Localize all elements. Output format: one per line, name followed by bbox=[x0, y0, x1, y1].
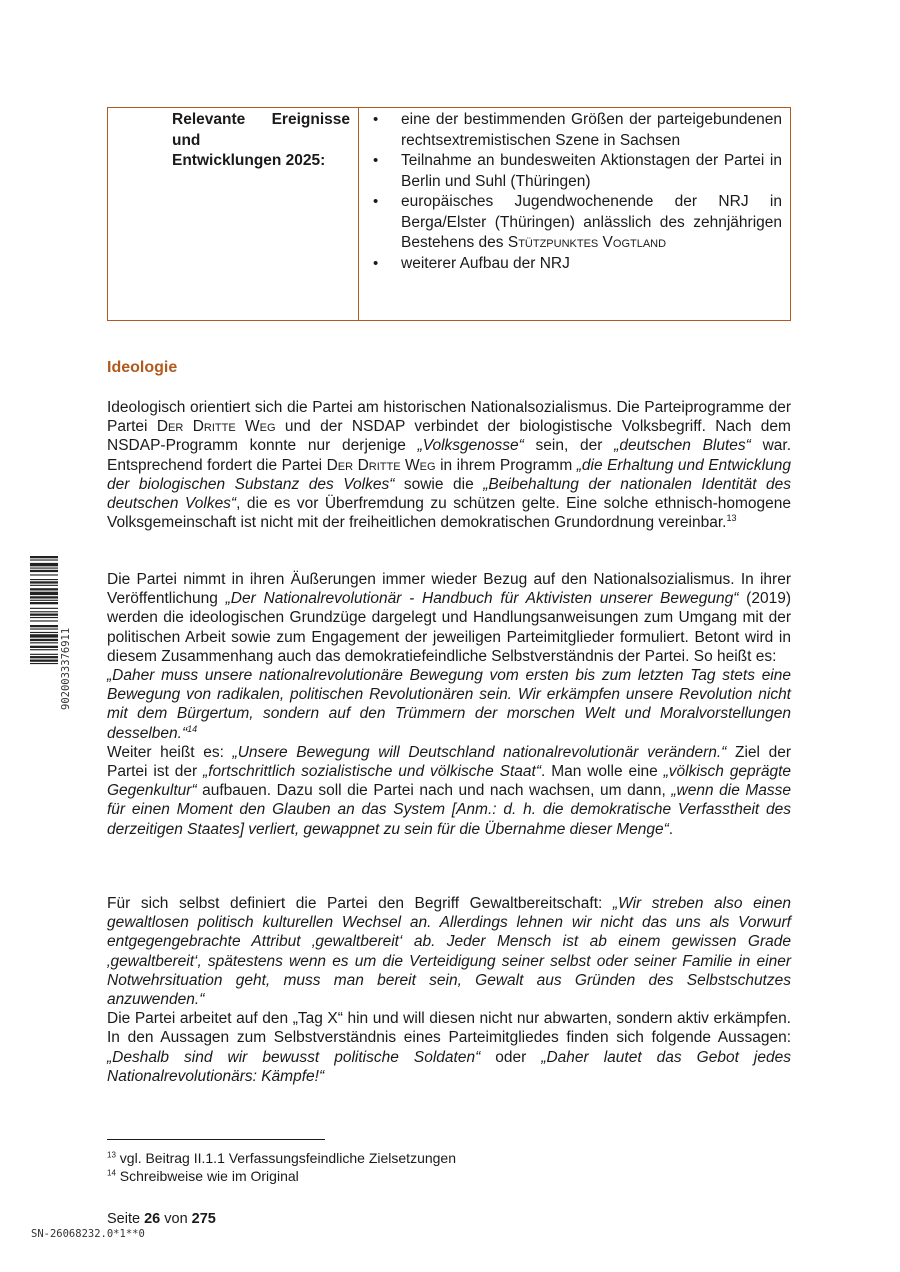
barcode-bar bbox=[30, 570, 58, 572]
barcode-bar bbox=[30, 574, 58, 575]
text-run: sein, der bbox=[523, 437, 615, 455]
list-item: • weiterer Aufbau der NRJ bbox=[373, 254, 782, 275]
text-run: . bbox=[668, 820, 674, 838]
barcode-bar bbox=[30, 642, 58, 643]
list-item bbox=[373, 192, 782, 254]
quote: „deutschen Blutes“ bbox=[614, 437, 751, 455]
barcode-bar bbox=[30, 568, 58, 569]
paragraph-text bbox=[107, 743, 791, 839]
quote: „Unsere Bewegung will Deutschland nationalrevolutionär verändern.“ bbox=[232, 743, 727, 761]
barcode-bar bbox=[30, 585, 58, 586]
list-item: • eine der bestimmenden Größen der parteigebundenen rechtsextremistischen Szene in Sachsen bbox=[373, 110, 782, 151]
footnote-divider bbox=[107, 1139, 325, 1140]
footnote-13 bbox=[107, 1149, 456, 1167]
table-label-line2: und bbox=[172, 131, 201, 149]
text-run: war. Entsprechend fordert die Partei bbox=[107, 437, 792, 474]
text-run: Die Partei nimmt in ihren Äußerungen immer wieder Bezug auf den Nationalsozialismus. In ihrer Veröffentlichung bbox=[107, 571, 791, 608]
paragraph-handbook bbox=[107, 570, 791, 839]
list-item: • Teilnahme an bundesweiten Aktionstagen der Partei in Berlin und Suhl (Thüringen) bbox=[373, 151, 782, 192]
quote: „Daher muss unsere nationalrevolutionäre Bewegung vom ersten bis zum letzten Tag stets eine Bewegung von radikalen, politischen Revolutionären sein. Wir erkämpfen unsere Revolution nicht mit dem Bürgertum, sondern auf den Trümmern der morschen Welt und Moralvorstellungen desselben.“ bbox=[107, 667, 791, 742]
quote: „Beibehaltung der nationalen Identität des deutschen Volkes“ bbox=[107, 475, 792, 513]
barcode-bar bbox=[30, 592, 58, 595]
table-items-cell bbox=[359, 108, 790, 320]
events-list bbox=[373, 110, 782, 274]
footnote-number: 14 bbox=[107, 1168, 116, 1178]
barcode-bar bbox=[30, 614, 58, 616]
text-run: . Man wolle eine bbox=[541, 763, 664, 781]
barcode-bar bbox=[30, 617, 58, 618]
barcode-bar bbox=[30, 563, 58, 566]
party-name: Der Dritte Weg bbox=[326, 456, 436, 474]
barcode-bar bbox=[30, 611, 58, 612]
paragraph-text bbox=[107, 570, 791, 666]
document-id: SN-26068232.0*1**0 bbox=[31, 1228, 145, 1240]
text-run: Für sich selbst definiert die Partei den Begriff Gewaltbereitschaft: bbox=[107, 895, 613, 912]
table-label-line1: Relevante Ereignisse bbox=[172, 111, 350, 128]
barcode-bar bbox=[30, 628, 58, 629]
barcode-bar bbox=[30, 649, 58, 650]
party-name: Der Dritte Weg bbox=[156, 418, 276, 436]
barcode-bar bbox=[30, 620, 58, 621]
page-number bbox=[107, 1211, 216, 1227]
barcode-bar bbox=[30, 639, 58, 641]
quote: „Wir streben also einen gewaltlosen politisch kulturellen Wechsel an. Allerdings lehnen wir nicht das uns als Vorwurf entgegengebrachte Attribut ‚gewaltbereit‘ ab. Jeder Mensch ist ab einem gewissen Grade ‚gewaltbereit‘, spätestens wenn es um die Verteidigung seiner selbst oder seiner Familie in einer Notwehrsituation geht, muss man bereit sein, Gewalt aus Gründen des Selbstschutzes anzuwenden.“ bbox=[107, 895, 791, 1009]
barcode-bar bbox=[30, 656, 58, 658]
barcode-bar bbox=[30, 663, 58, 664]
barcode-bar bbox=[30, 602, 58, 604]
text-run: sowie die bbox=[394, 475, 484, 493]
footnote-text: vgl. Beitrag II.1.1 Verfassungsfeindliche Zielsetzungen bbox=[115, 1150, 456, 1166]
quote: „die Erhaltung und Entwicklung der biologischen Substanz des Volkes“ bbox=[107, 456, 791, 493]
text-run: in ihrem Programm bbox=[435, 456, 577, 474]
paragraph-text bbox=[107, 1009, 791, 1086]
total-pages: 275 bbox=[191, 1211, 216, 1227]
barcode-bar bbox=[30, 634, 58, 637]
page-mid: von bbox=[160, 1211, 192, 1227]
barcode-bars bbox=[30, 556, 58, 664]
text-run: und der NSDAP verbindet der biologistische Volksbegriff. Nach dem NSDAP-Programm konnte nur derjenige bbox=[107, 418, 791, 455]
text-run: , die es vor Überfremdung zu schützen gelte. Eine solche ethnisch-homogene Volksgemeinschaft ist nicht mit der freiheitlichen demokratischen Grundordnung vereinbar. bbox=[107, 495, 791, 532]
footnote-14 bbox=[107, 1167, 456, 1185]
page-prefix: Seite bbox=[107, 1211, 145, 1227]
text-run: Weiter heißt es: bbox=[107, 743, 233, 761]
section-heading: Ideologie bbox=[107, 359, 178, 376]
barcode-bar bbox=[30, 556, 58, 558]
barcode-bar bbox=[30, 579, 58, 580]
events-table bbox=[107, 107, 791, 321]
footnotes bbox=[107, 1149, 456, 1185]
table-label-cell bbox=[108, 108, 359, 320]
barcode-bar bbox=[30, 596, 58, 598]
footnote-text: Schreibweise wie im Original bbox=[115, 1168, 299, 1184]
barcode-bar bbox=[30, 646, 58, 648]
block-quote bbox=[107, 666, 791, 743]
footnote-ref[interactable]: 13 bbox=[726, 513, 737, 524]
footnote-ref[interactable]: 14 bbox=[187, 723, 198, 734]
list-item-smallcaps: Stützpunktes Vogtland bbox=[507, 234, 667, 251]
paragraph-text bbox=[107, 894, 791, 1009]
barcode-bar bbox=[30, 559, 58, 560]
barcode-bar bbox=[30, 581, 58, 583]
quote: „Der Nationalrevolutionär - Handbuch für Aktivisten unserer Bewegung“ bbox=[225, 590, 739, 608]
text-run: Ziel der Partei ist der bbox=[107, 743, 791, 781]
text-run: Ideologisch orientiert sich die Partei am historischen Nationalsozialismus. Die Parteiprogramme der Partei bbox=[107, 399, 791, 436]
text-run: oder bbox=[480, 1048, 542, 1066]
barcode-bar bbox=[30, 588, 58, 590]
quote: „Deshalb sind wir bewusst politische Soldaten“ bbox=[107, 1048, 481, 1066]
barcode-bar bbox=[30, 654, 58, 655]
footnote-number: 13 bbox=[107, 1150, 116, 1160]
quote: „Daher lautet das Gebot jedes Nationalrevolutionärs: Kämpfe!“ bbox=[107, 1048, 791, 1085]
barcode-bar bbox=[30, 625, 58, 627]
table-label-line3: Entwicklungen 2025: bbox=[172, 152, 326, 169]
text-run: (2019) werden die ideologischen Grundzüge dargelegt und Handlungsanweisungen zum Umgang mit der politischen Arbeit sowie zum Engagement der jeweiligen Parteimitglieder formuliert. Betont wird in diesem Zusammenhang auch das demokratiefeindliche Selbstverständnis der Partei. So heißt es: bbox=[107, 590, 791, 665]
paragraph-text bbox=[107, 398, 791, 532]
current-page: 26 bbox=[144, 1211, 161, 1227]
quote: „wenn die Masse für einen Moment den Glauben an das System [Anm.: d. h. die demokratische Verfasstheit des derzeitigen Staates] verliert, gewappnet zu sein für die Übernahme dieser Menge“ bbox=[107, 782, 791, 838]
barcode-bar bbox=[30, 600, 58, 601]
paragraph-ideology bbox=[107, 398, 791, 532]
barcode-number: 9020033376911 bbox=[60, 627, 72, 710]
text-run: aufbauen. Dazu soll die Partei nach und nach wachsen, um dann, bbox=[196, 782, 672, 800]
barcode-bar bbox=[30, 632, 58, 633]
paragraph-violence bbox=[107, 894, 791, 1086]
quote: „völkisch geprägte Gegenkultur“ bbox=[107, 763, 792, 800]
barcode-bar bbox=[30, 608, 58, 609]
quote: „Volksgenosse“ bbox=[417, 437, 524, 455]
text-run: Die Partei arbeitet auf den „Tag X“ hin und will diesen nicht nur abwarten, sondern aktiv erkämpfen. In den Aussagen zum Selbstverständnis eines Parteimitgliedes finden sich folgende Aussagen: bbox=[107, 1010, 791, 1047]
list-item-text: europäisches Jugendwochenende der NRJ in Berga/Elster (Thüringen) anlässlich des zehnjährigen Bestehens des bbox=[401, 193, 782, 251]
barcode-icon bbox=[30, 556, 70, 712]
barcode-bar bbox=[30, 660, 58, 662]
quote: „fortschrittlich sozialistische und völkische Staat“ bbox=[203, 763, 542, 781]
